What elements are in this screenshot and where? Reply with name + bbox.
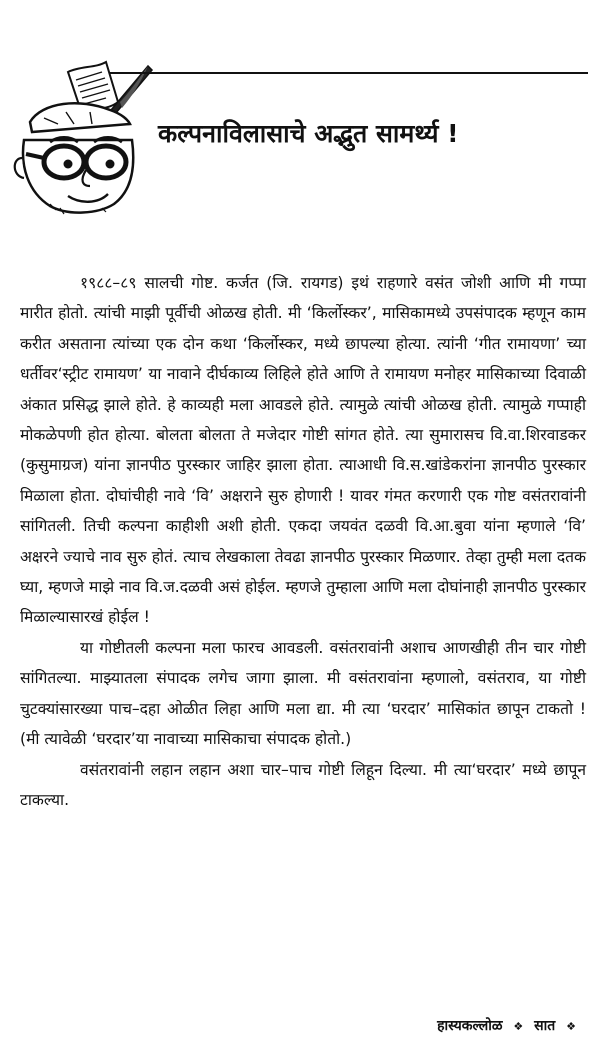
article-body	[20, 268, 586, 815]
paragraph: वसंतरावांनी लहान लहान अशा चार–पाच गोष्टी लिहून दिल्या. मी त्या‘घरदार’ मध्ये छापून टाकल्या.	[20, 760, 586, 809]
paragraph: या गोष्टीतली कल्पना मला फारच आवडली. वसंतरावांनी अशाच आणखीही तीन चार गोष्टी सांगितल्या. माझ्यातला संपादक लगेच जागा झाला. मी वसंतरावांना म्हणालो, वसंतराव, या गोष्टी चुटक्यांसारख्या पाच–दहा ओळीत लिहा आणि मला द्या. मी त्या ‘घरदार’ मासिकांत छापून टाकतो ! (मी त्यावेळी ‘घरदार’या नावाच्या मासिकाचा संपादक होतो.)	[20, 638, 586, 749]
page-number-word: सात	[534, 1018, 556, 1034]
chapter-title: कल्पनाविलासाचे अद्भुत सामर्थ्य !	[158, 118, 459, 148]
header-rule	[110, 72, 588, 74]
paragraph: १९८८–८९ सालची गोष्ट. कर्जत (जि. रायगड) इथं राहणारे वसंत जोशी आणि मी गप्पा मारीत होतो. त्यांची माझी पूर्वीची ओळख होती. मी ‘किर्लोस्कर’, मासिकामध्ये उपसंपादक म्हणून काम करीत असताना त्यांच्या एक दोन कथा ‘किर्लोस्कर, मध्ये छापल्या होत्या. त्यांनी ‘गीत रामायणा’ च्या धर्तीवर‘स्ट्रीट रामायण’ या नावाने दीर्घकाव्य लिहिले होते आणि ते रामायण मनोहर मासिकाच्या दिवाळी अंकात प्रसिद्ध झाले होते. हे काव्यही मला आवडले होते. त्यामुळे त्यांची ओळख होती. त्यामुळे गप्पाही मोकळेपणी होत होत्या. बोलता बोलता ते मजेदार गोष्टी सांगत होते. त्या सुमारासच वि.वा.शिरवाडकर (कुसुमाग्रज) यांना ज्ञानपीठ पुरस्कार जाहिर झाला होता. त्याआधी वि.स.खांडेकरांना ज्ञानपीठ पुरस्कार मिळाला होता. दोघांचीही नावे ‘वि’ अक्षराने सुरु होणारी ! यावर गंमत करणारी एक गोष्ट वसंतरावांनी सांगितली. तिची कल्पना काहीशी अशी होती. एकदा जयवंत दळवी वि.आ.बुवा यांना म्हणाले ‘वि’ अक्षरने ज्याचे नाव सुरु होतं. त्याच लेखकाला तेवढा ज्ञानपीठ पुरस्कार मिळणार. तेव्हा तुम्ही मला दतक घ्या, म्हणजे माझे नाव वि.ज.दळवी असं होईल. म्हणजे तुम्हाला आणि मला दोघांनाही ज्ञानपीठ पुरस्कार मिळाल्यासारखं होईल !	[20, 274, 586, 627]
ornament-icon: ❖	[513, 1020, 524, 1033]
page-footer	[437, 1016, 582, 1037]
cartoon-head-illustration	[10, 58, 160, 220]
footer-book-title: हास्यकल्लोळ	[437, 1018, 503, 1034]
ornament-icon: ❖	[566, 1020, 576, 1033]
